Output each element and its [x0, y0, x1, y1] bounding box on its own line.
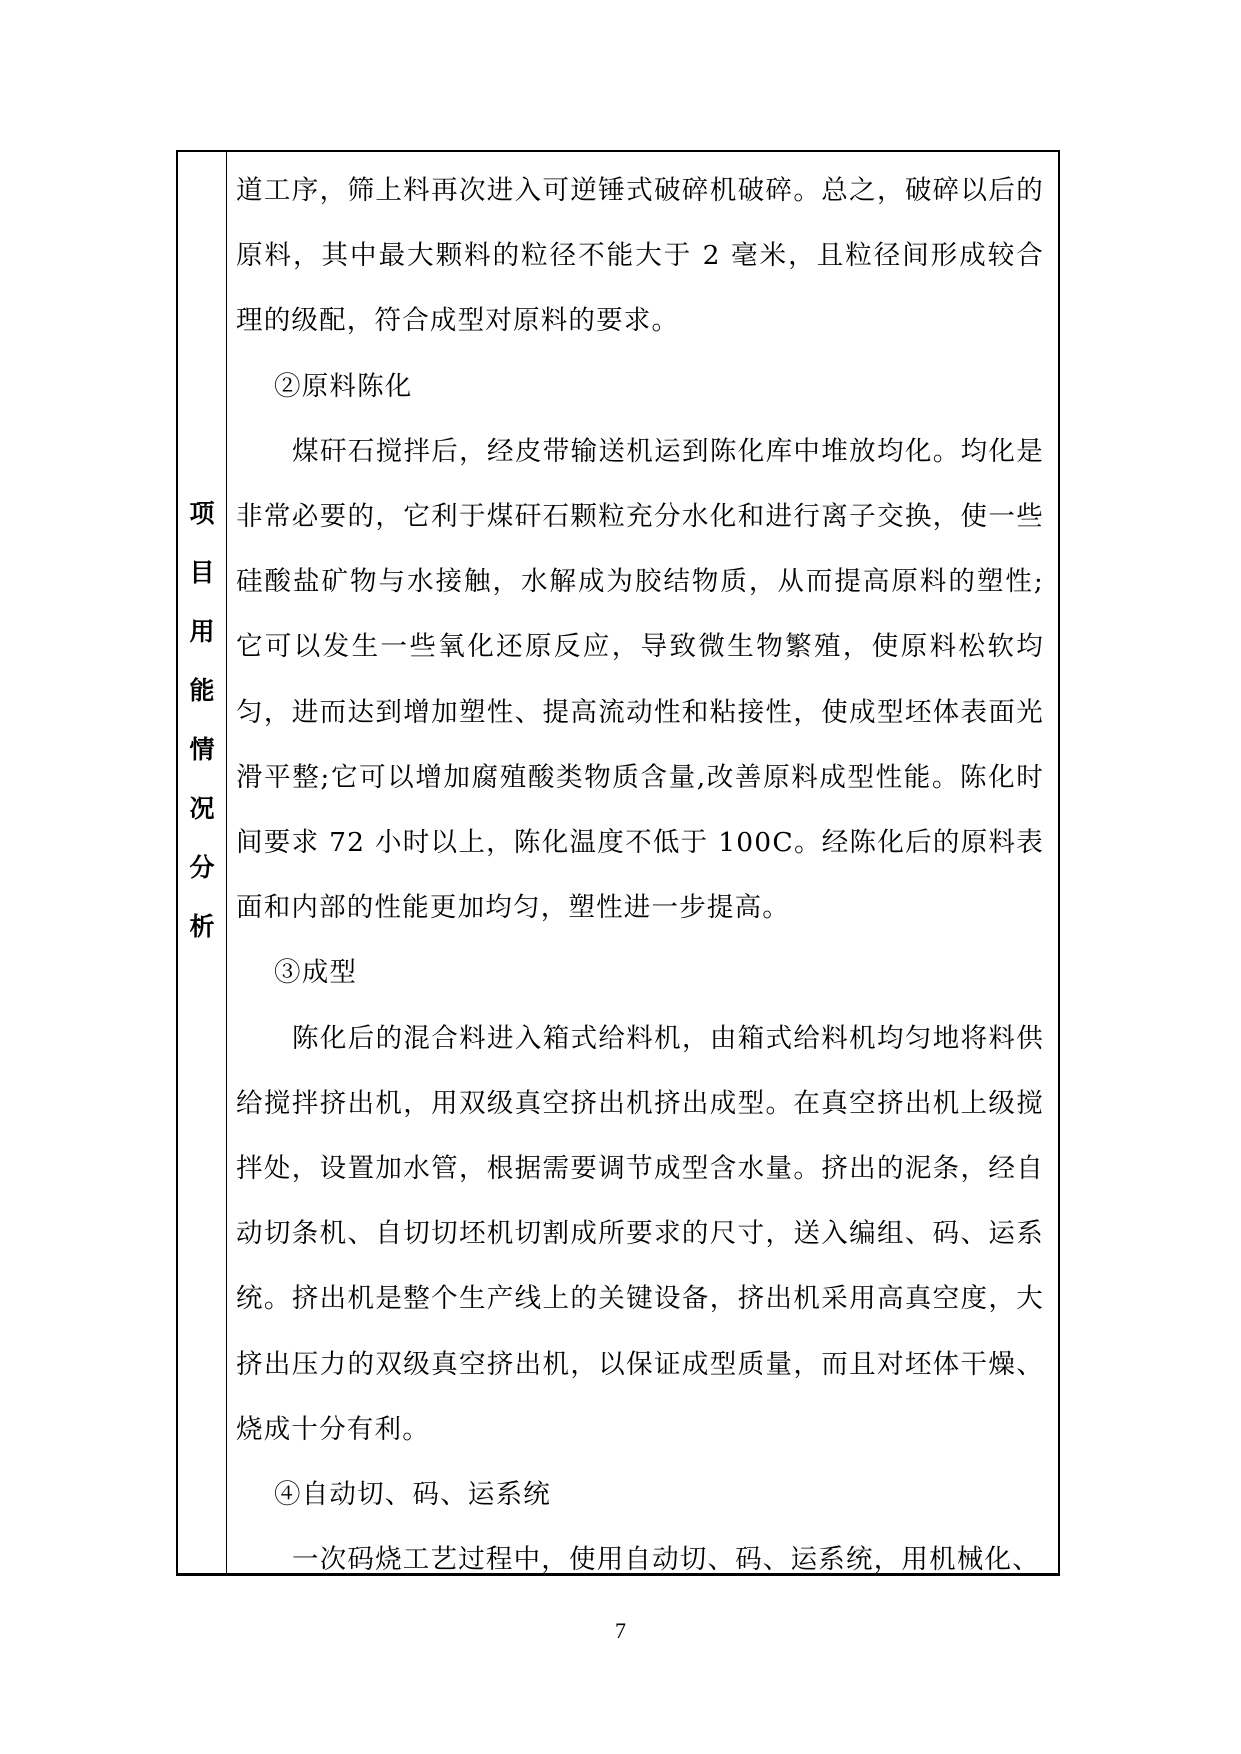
content-cell: [236, 158, 1044, 1592]
page-number: 7: [615, 1618, 626, 1643]
side-label-char: 析: [189, 912, 215, 941]
side-label-char: 项: [189, 499, 215, 528]
section-heading-cutting-system: ④自动切、码、运系统: [274, 1479, 551, 1511]
column-divider: [226, 152, 227, 1573]
side-label-char: 况: [189, 794, 215, 823]
table-frame: [176, 150, 1060, 1576]
paragraph-cutting-system: 一次码烧工艺过程中，使用自动切、码、运系统，用机械化、: [292, 1544, 1040, 1576]
side-label-char: 目: [189, 558, 215, 587]
side-label-char: 用: [189, 617, 215, 646]
paragraph-forming: 陈化后的混合料进入箱式给料机，由箱式给料机均匀地将料供给搅拌挤出机，用双级真空挤出机挤出成型。在真空挤出机上级搅拌处，设置加水管，根据需要调节成型含水量。挤出的泥条，经自动切条机、自切切坯机切割成所要求的尺寸，送入编组、码、运系统。挤出机是整个生产线上的关键设备，挤出机采用高真空度，大挤出压力的双级真空挤出机，以保证成型质量，而且对坯体干燥、烧成十分有利。: [236, 1022, 1044, 1445]
section-heading-aging: ②原料陈化: [274, 370, 413, 402]
paragraph-crushing-end: 道工序，筛上料再次进入可逆锤式破碎机破碎。总之，破碎以后的原料，其中最大颗料的粒径不能大于 2 毫米，且粒径间形成较合理的级配，符合成型对原料的要求。: [236, 175, 1044, 337]
paragraph-aging: 煤矸石搅拌后，经皮带输送机运到陈化库中堆放均化。均化是非常必要的，它利于煤矸石颗粒充分水化和进行离子交换，使一些硅酸盐矿物与水接触，水解成为胶结物质，从而提高原料的塑性;它可以发生一些氧化还原反应，导致微生物繁殖，使原料松软均匀，进而达到增加塑性、提高流动性和粘接性，使成型坯体表面光滑平整;它可以增加腐殖酸类物质含量,改善原料成型性能。陈化时间要求 72 小时以上，陈化温度不低于 100C。经陈化后的原料表面和内部的性能更加均匀，塑性进一步提高。: [236, 435, 1044, 924]
side-label-column: [178, 152, 226, 1573]
side-label-char: 情: [189, 735, 215, 764]
side-label-char: 能: [189, 676, 215, 705]
section-heading-forming: ③成型: [274, 957, 358, 989]
side-label-char: 分: [189, 853, 215, 882]
